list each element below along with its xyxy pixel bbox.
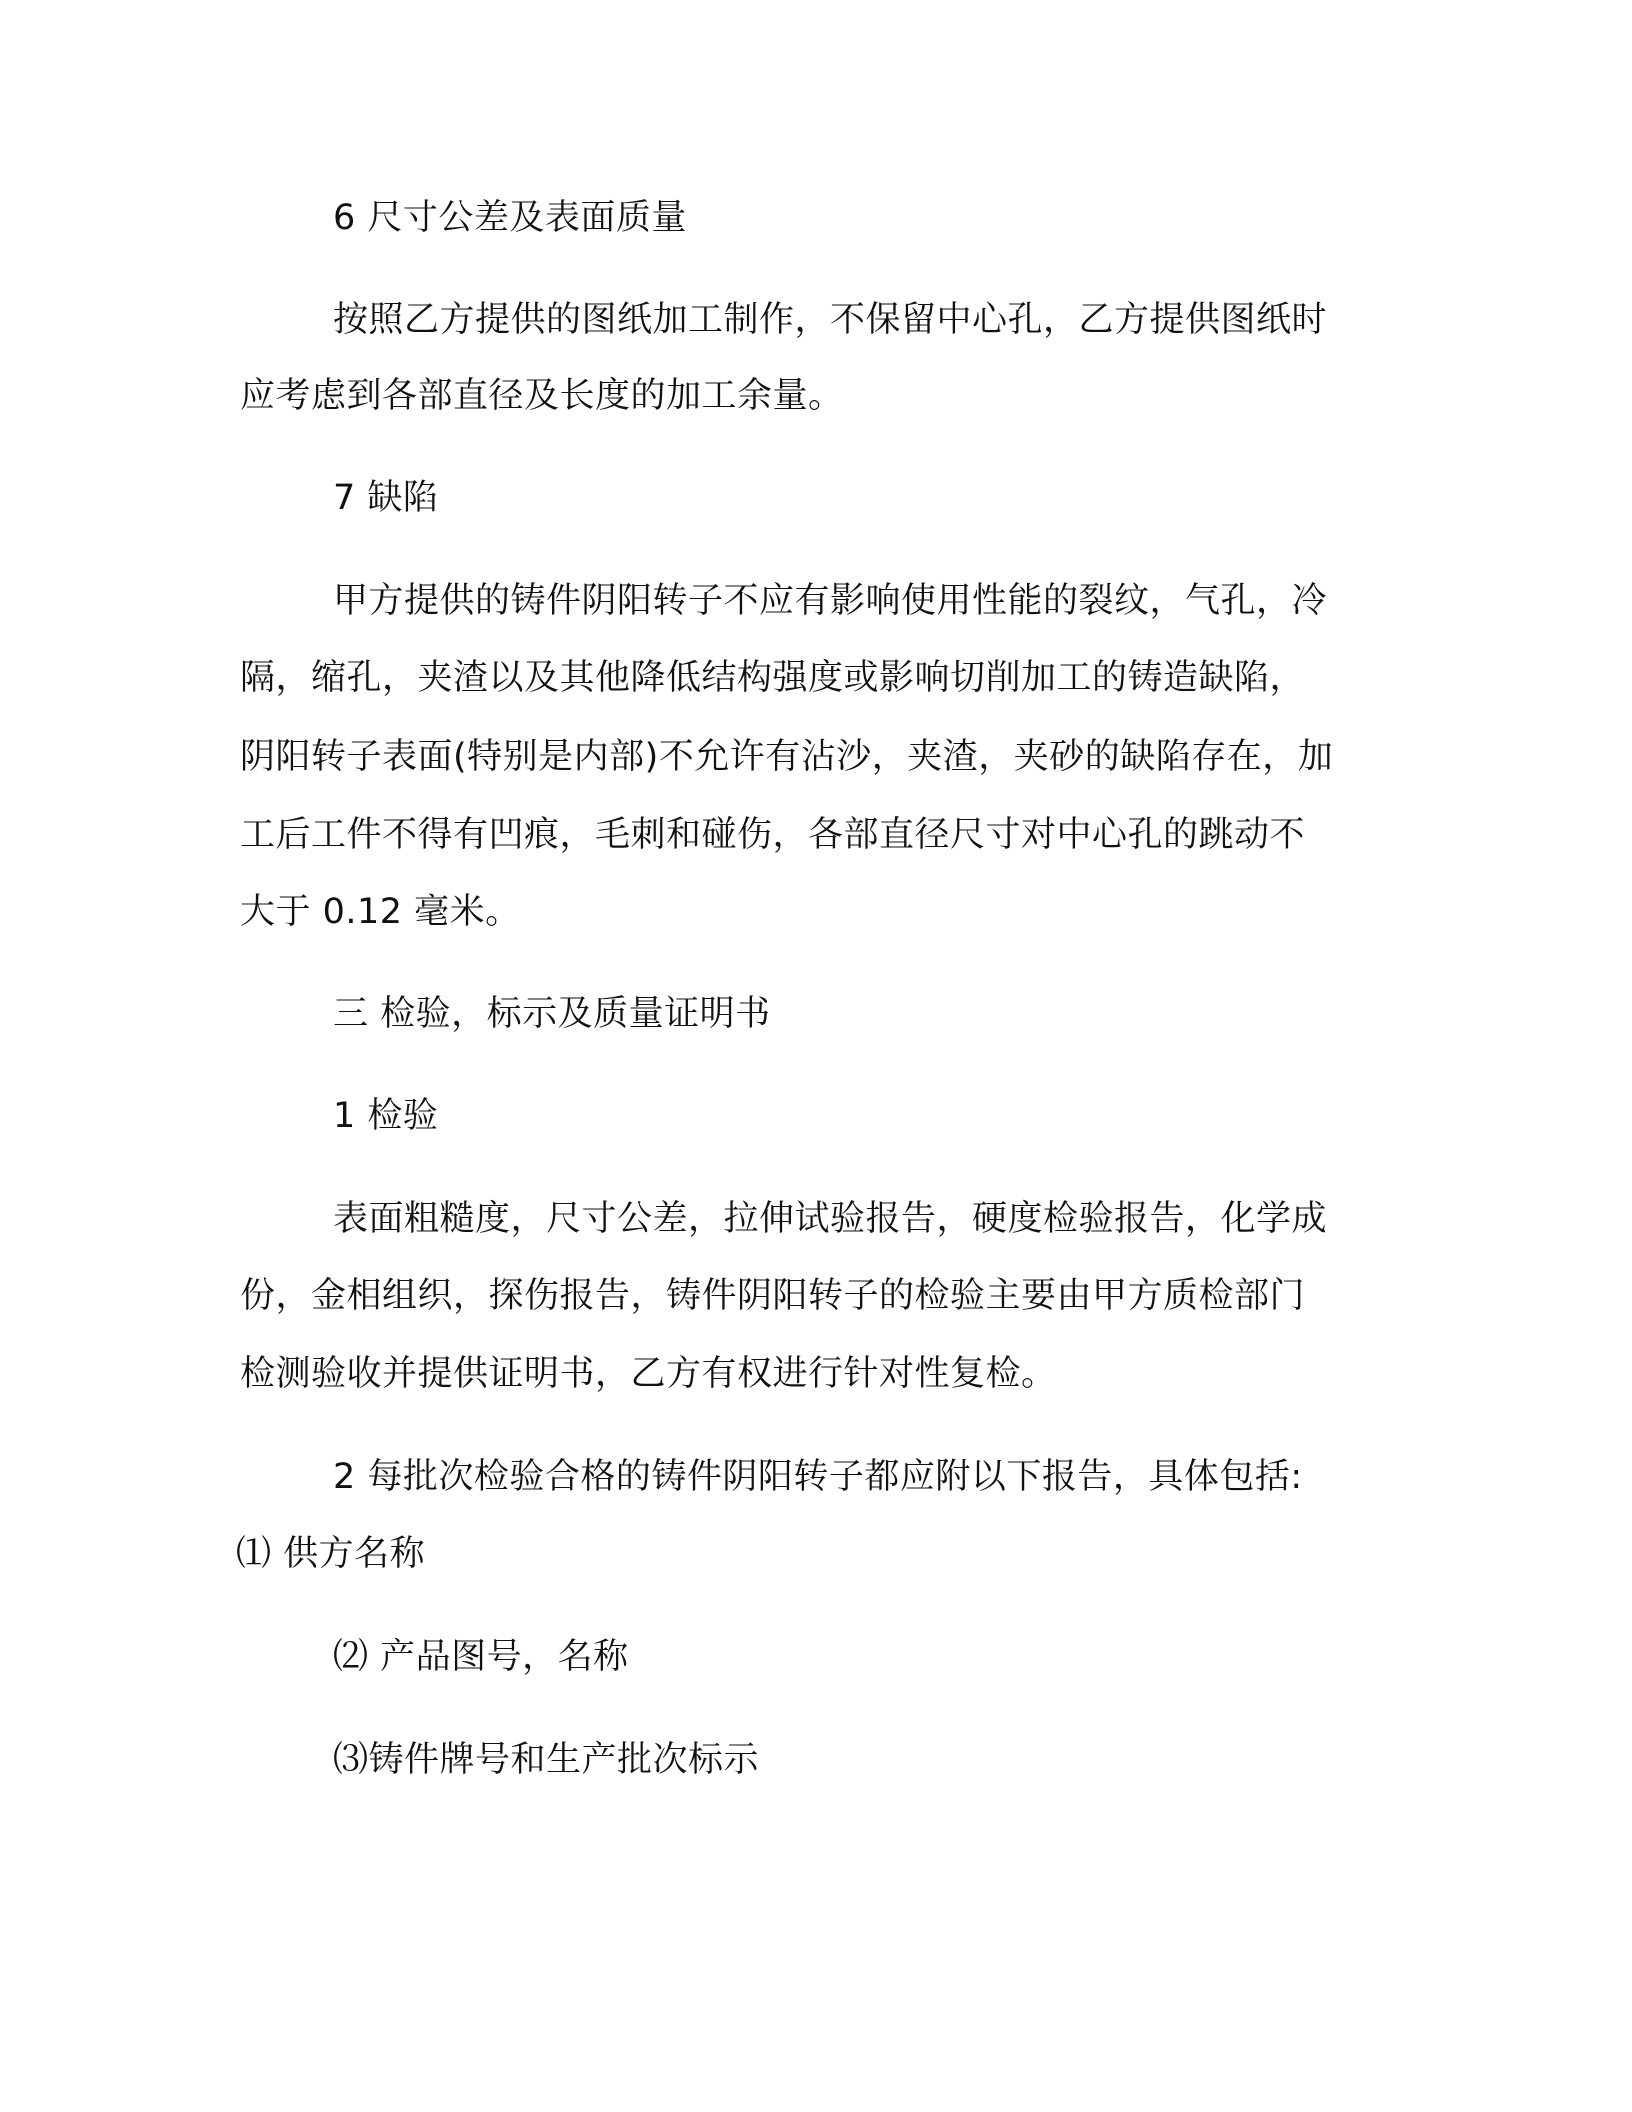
item-1-heading: 1 检验 [333,1096,439,1136]
section-6-heading: 6 尺寸公差及表面质量 [333,198,687,238]
list-item: ⑶铸件牌号和生产批次标示 [333,1740,760,1780]
item-2-heading: 2 每批次检验合格的铸件阴阳转子都应附以下报告，具体包括: [333,1457,1303,1497]
section-7-paragraph-line-2: 隔，缩孔，夹渣以及其他降低结构强度或影响切削加工的铸造缺陷， [240,658,1306,698]
list-item: ⑴ 供方名称 [236,1534,426,1574]
item-1-paragraph-line-1: 表面粗糙度，尺寸公差，拉伸试验报告，硬度检验报告，化学成 [333,1199,1328,1239]
section-7-paragraph-line-1: 甲方提供的铸件阴阳转子不应有影响使用性能的裂纹，气孔，冷 [333,581,1328,621]
item-1-paragraph-line-2: 份，金相组织，探伤报告，铸件阴阳转子的检验主要由甲方质检部门 [240,1276,1306,1316]
section-7-paragraph-line-3: 阴阳转子表面(特别是内部)不允许有沾沙，夹渣，夹砂的缺陷存在，加 [240,737,1334,777]
section-7-paragraph-line-5: 大于 0.12 毫米。 [240,892,521,932]
chapter-3-heading: 三 检验，标示及质量证明书 [333,994,771,1034]
item-1-paragraph-line-3: 检测验收并提供证明书，乙方有权进行针对性复检。 [240,1354,1057,1394]
section-6-paragraph-line-2: 应考虑到各部直径及长度的加工余量。 [240,376,844,416]
section-7-paragraph-line-4: 工后工件不得有凹痕，毛刺和碰伤，各部直径尺寸对中心孔的跳动不 [240,815,1306,855]
section-7-heading: 7 缺陷 [333,478,439,518]
section-6-paragraph-line-1: 按照乙方提供的图纸加工制作，不保留中心孔，乙方提供图纸时 [333,300,1328,340]
list-item: ⑵ 产品图号，名称 [333,1637,629,1677]
